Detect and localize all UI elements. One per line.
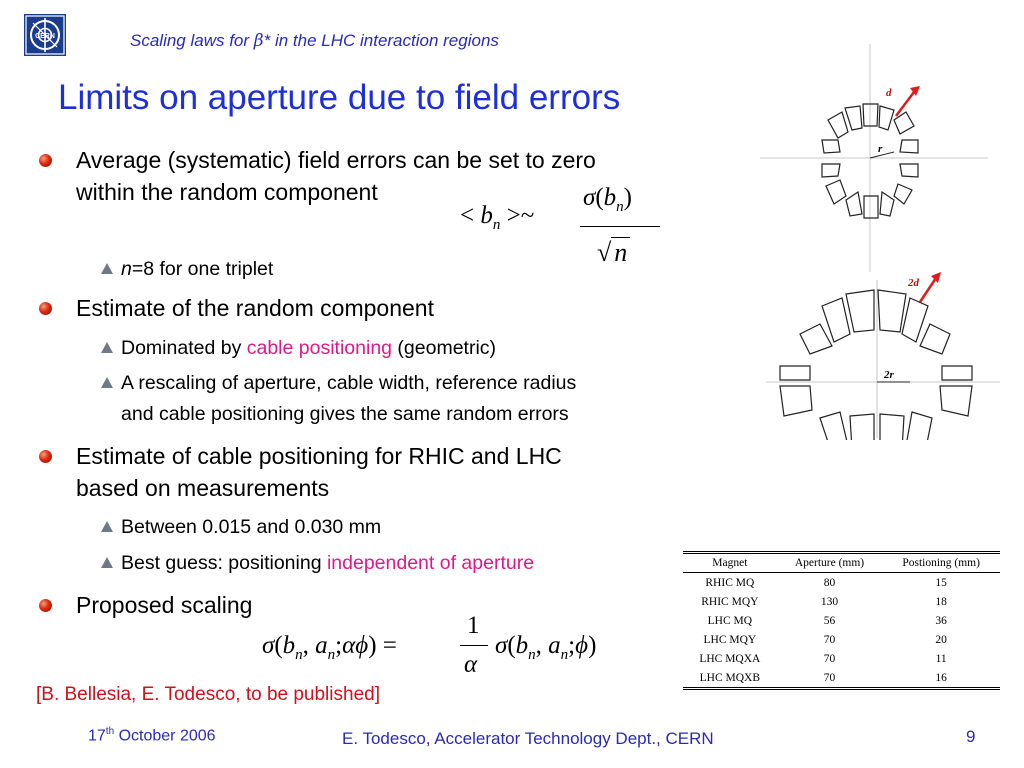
bullet-proposed-scaling: Proposed scaling	[76, 592, 253, 618]
bullet-cable-positioning-estimate: Estimate of cable positioning for RHIC and LHC based on measurements	[76, 443, 562, 501]
footer-author: E. Todesco, Accelerator Technology Dept., CERN	[342, 729, 714, 748]
bullet-icon	[39, 450, 52, 463]
formula-scaling-rhs: $\sigma(b_n$, $a_n;\phi$)	[495, 632, 597, 663]
large-aperture-coil	[766, 272, 1000, 440]
svg-text:CERN: CERN	[35, 33, 55, 40]
formula1-denominator: √ n	[597, 238, 630, 268]
formula2-numerator: 1	[467, 612, 480, 639]
table-row: LHC MQY 70 20	[703, 633, 947, 646]
table-row: LHC MQXA 70 11	[699, 652, 947, 665]
small-aperture-coil	[760, 44, 988, 272]
table-row: RHIC MQY 130 18	[701, 595, 947, 608]
formula-scaling-lhs: $\sigma(b_n$, $a_n;\alpha\phi$) =	[262, 632, 397, 663]
bullet-systematic-errors: Average (systematic) field errors can be set to zero within the random component	[76, 147, 596, 205]
label-d: d	[886, 87, 892, 99]
label-2r: 2r	[884, 369, 894, 381]
sub-bullet-icon	[101, 377, 113, 388]
sub-bullet-icon	[101, 521, 113, 532]
sub-bullet-triplet: n=8 for one triplet	[121, 258, 274, 280]
slide-title: Limits on aperture due to field errors	[58, 78, 621, 117]
formula2-denominator: α	[464, 651, 478, 678]
fraction-bar	[460, 645, 488, 646]
fraction-bar	[580, 226, 660, 227]
coil-cross-section-diagram	[750, 40, 1010, 440]
sub-bullet-rescaling: A rescaling of aperture, cable width, reference radius and cable positioning gives the same random errors	[121, 372, 577, 425]
formula1-numerator: $\sigma(b_n)$	[583, 184, 632, 215]
reference-citation: [B. Bellesia, E. Todesco, to be published]	[36, 684, 380, 705]
table-row: LHC MQXB 70 16	[699, 671, 947, 684]
beta-symbol: β	[253, 31, 264, 51]
positioning-table	[683, 551, 1000, 690]
sub-bullet-icon	[101, 342, 113, 353]
bullet-icon	[39, 599, 52, 612]
column-header: Magnet	[683, 553, 777, 573]
sub-bullet-icon	[101, 263, 113, 274]
sub-bullet-best-guess: Best guess: positioning independent of aperture	[121, 552, 535, 574]
sub-bullet-cable-positioning: Dominated by cable positioning (geometric)	[121, 337, 497, 359]
formula-average-bn: < $b_n$ >~	[460, 202, 535, 233]
sub-bullet-range: Between 0.015 and 0.030 mm	[121, 516, 382, 538]
page-number: 9	[966, 727, 976, 746]
table-row: RHIC MQ 80 15	[705, 576, 947, 589]
slide-header: Scaling laws for β* in the LHC interaction regions	[130, 31, 499, 51]
table-row: LHC MQ 56 36	[707, 614, 947, 627]
table-header-row	[683, 553, 1000, 573]
cern-logo	[24, 14, 66, 56]
column-header: Postioning (mm)	[882, 553, 1000, 573]
footer-date: 17th October 2006	[88, 726, 216, 745]
bullet-icon	[39, 302, 52, 315]
sub-bullet-icon	[101, 557, 113, 568]
label-r: r	[878, 143, 883, 155]
bullet-icon	[39, 154, 52, 167]
bullet-random-component: Estimate of the random component	[76, 295, 434, 321]
label-2d: 2d	[908, 277, 919, 289]
column-header: Aperture (mm)	[777, 553, 883, 573]
